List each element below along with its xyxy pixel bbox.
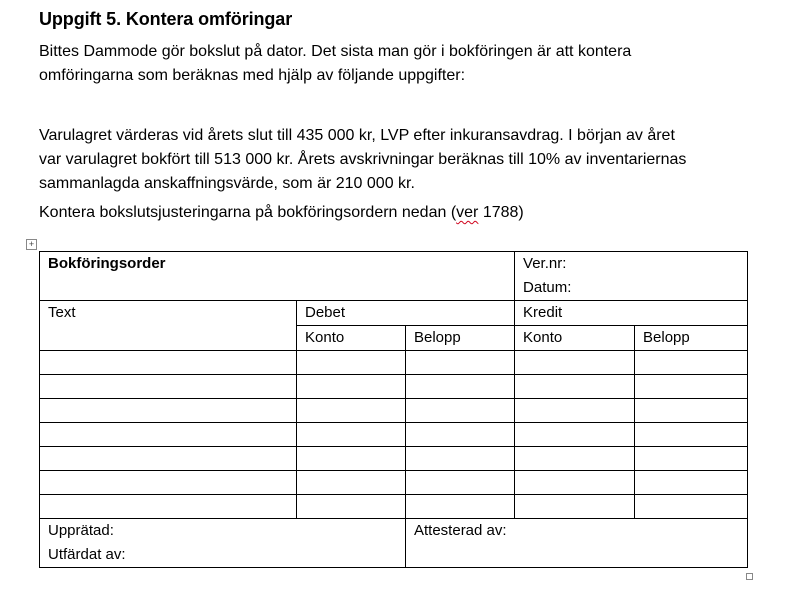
intro-paragraph <box>39 40 779 88</box>
kredit-konto-cell[interactable] <box>515 399 635 423</box>
debet-konto-cell[interactable] <box>297 423 406 447</box>
kredit-belopp-cell[interactable] <box>635 447 748 471</box>
kredit-konto-header[interactable] <box>515 326 635 351</box>
table-row <box>40 495 748 519</box>
text-cell[interactable] <box>40 351 297 375</box>
kredit-konto-cell[interactable] <box>515 351 635 375</box>
belopp-label: Belopp <box>414 329 461 346</box>
debet-belopp-cell[interactable] <box>406 399 515 423</box>
table-row <box>40 423 748 447</box>
text-cell[interactable] <box>40 423 297 447</box>
debet-konto-cell[interactable] <box>297 399 406 423</box>
bokforingsorder-table <box>39 251 748 568</box>
kredit-konto-cell[interactable] <box>515 471 635 495</box>
upprattad-label: Upprätad: <box>48 522 114 539</box>
kredit-belopp-cell[interactable] <box>635 471 748 495</box>
text-header: Text <box>48 304 76 321</box>
kredit-konto-cell[interactable] <box>515 495 635 519</box>
facts-line: var varulagret bokfört till 513 000 kr. Årets avskrivningar beräknas till 10% av inventariernas <box>39 151 687 168</box>
debet-belopp-cell[interactable] <box>406 447 515 471</box>
belopp-label: Belopp <box>643 329 690 346</box>
facts-line: Varulagret värderas vid årets slut till 435 000 kr, LVP efter inkuransavdrag. I början av året <box>39 127 675 144</box>
debet-belopp-cell[interactable] <box>406 423 515 447</box>
text-cell[interactable] <box>40 399 297 423</box>
debet-header: Debet <box>305 304 346 321</box>
attesterad-label: Attesterad av: <box>414 522 507 539</box>
text-cell[interactable] <box>40 495 297 519</box>
debet-konto-header[interactable] <box>297 326 406 351</box>
page-title: Uppgift 5. Kontera omföringar <box>39 9 293 29</box>
text-header-cell[interactable] <box>40 301 297 351</box>
form-title-cell[interactable] <box>40 252 515 301</box>
instruction-text: Kontera bokslutsjusteringarna på bokföringsordern nedan ( <box>39 204 457 221</box>
instruction-text-end: 1788) <box>478 204 524 221</box>
facts-line: sammanlagda anskaffningsvärde, som är 210 000 kr. <box>39 175 415 192</box>
intro-line: omföringarna som beräknas med hjälp av följande uppgifter: <box>39 67 466 84</box>
kredit-belopp-header[interactable] <box>635 326 748 351</box>
spellcheck-word[interactable]: ver <box>456 204 479 221</box>
utfardat-label: Utfärdat av: <box>48 546 126 563</box>
kredit-header-cell[interactable] <box>515 301 748 326</box>
kredit-belopp-cell[interactable] <box>635 399 748 423</box>
datum-label: Datum: <box>523 279 572 296</box>
text-cell[interactable] <box>40 375 297 399</box>
ver-datum-cell[interactable] <box>515 252 748 301</box>
signature-row <box>40 519 748 568</box>
table-header-row <box>40 252 748 301</box>
kredit-konto-cell[interactable] <box>515 423 635 447</box>
text-cell[interactable] <box>40 447 297 471</box>
facts-paragraph <box>39 124 779 196</box>
debet-konto-cell[interactable] <box>297 495 406 519</box>
table-row <box>40 375 748 399</box>
debet-belopp-cell[interactable] <box>406 375 515 399</box>
attesterad-cell[interactable] <box>406 519 748 568</box>
form-title: Bokföringsorder <box>48 255 166 272</box>
debet-konto-cell[interactable] <box>297 351 406 375</box>
instruction-paragraph <box>39 201 779 225</box>
kredit-belopp-cell[interactable] <box>635 375 748 399</box>
konto-label: Konto <box>305 329 345 346</box>
kredit-belopp-cell[interactable] <box>635 351 748 375</box>
table-row <box>40 399 748 423</box>
intro-line: Bittes Dammode gör bokslut på dator. Det sista man gör i bokföringen är att kontera <box>39 43 632 60</box>
debet-belopp-cell[interactable] <box>406 495 515 519</box>
table-row <box>40 447 748 471</box>
debet-konto-cell[interactable] <box>297 375 406 399</box>
konto-label: Konto <box>523 329 563 346</box>
debet-konto-cell[interactable] <box>297 471 406 495</box>
table-move-handle-icon[interactable]: + <box>26 239 37 250</box>
table-row <box>40 351 748 375</box>
upprattad-cell[interactable] <box>40 519 406 568</box>
debet-belopp-header[interactable] <box>406 326 515 351</box>
debet-konto-cell[interactable] <box>297 447 406 471</box>
debet-belopp-cell[interactable] <box>406 471 515 495</box>
text-cell[interactable] <box>40 471 297 495</box>
kredit-belopp-cell[interactable] <box>635 423 748 447</box>
table-row <box>40 471 748 495</box>
kredit-konto-cell[interactable] <box>515 447 635 471</box>
column-group-row <box>40 301 748 326</box>
kredit-belopp-cell[interactable] <box>635 495 748 519</box>
table-resize-handle-icon[interactable] <box>746 573 753 580</box>
ver-nr-label: Ver.nr: <box>523 255 567 272</box>
kredit-konto-cell[interactable] <box>515 375 635 399</box>
debet-belopp-cell[interactable] <box>406 351 515 375</box>
kredit-header: Kredit <box>523 304 563 321</box>
debet-header-cell[interactable] <box>297 301 515 326</box>
